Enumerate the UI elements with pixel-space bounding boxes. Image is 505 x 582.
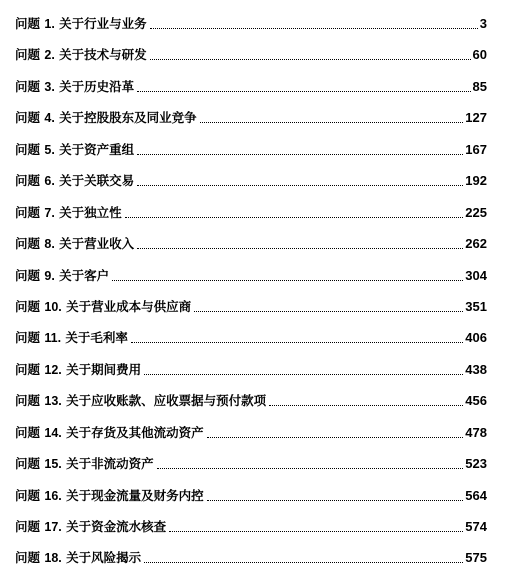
toc-entry-page-number: 262	[465, 236, 487, 252]
toc-entry-title: 关于资金流水核查	[66, 519, 167, 534]
toc-entry-label[interactable]	[15, 393, 266, 409]
toc-entry-prefix: 问题	[15, 141, 41, 157]
toc-entry-number: 9.	[44, 268, 55, 283]
toc-entry-page-number: 438	[465, 361, 487, 377]
toc-entry-prefix: 问题	[15, 519, 41, 534]
toc-entry-title: 关于行业与业务	[59, 16, 147, 31]
toc-entry[interactable]	[15, 252, 487, 283]
toc-entry-title: 关于客户	[59, 267, 110, 283]
toc-entry-number: 16.	[44, 488, 62, 503]
dot-leader	[194, 311, 463, 312]
toc-entry-label[interactable]	[15, 362, 141, 378]
toc-entry-prefix: 问题	[15, 78, 41, 94]
toc-entry-label[interactable]	[15, 142, 134, 158]
toc-entry-number: 11.	[44, 331, 62, 346]
toc-entry-number: 1.	[44, 17, 55, 31]
toc-entry-label[interactable]	[15, 79, 134, 95]
toc-entry-number: 18.	[44, 551, 62, 566]
toc-entry[interactable]	[15, 315, 487, 346]
toc-entry-page-number: 192	[465, 173, 487, 189]
dot-leader	[207, 437, 464, 438]
toc-entry-prefix: 问题	[15, 550, 41, 566]
toc-entry-number: 14.	[44, 425, 62, 440]
toc-entry-label[interactable]	[15, 236, 134, 252]
toc-entry[interactable]	[15, 409, 487, 440]
toc-entry-page-number: 167	[465, 141, 487, 157]
toc-entry-prefix: 问题	[15, 330, 41, 346]
toc-entry-page-number: 3	[479, 16, 487, 31]
toc-entry-label[interactable]	[15, 268, 109, 284]
toc-entry[interactable]	[15, 189, 487, 220]
dot-leader	[150, 59, 471, 60]
toc-entry-title: 关于期间费用	[66, 361, 142, 377]
toc-entry-label[interactable]	[15, 299, 191, 315]
toc-entry[interactable]	[15, 158, 487, 189]
toc-entry[interactable]	[15, 63, 487, 94]
dot-leader	[137, 154, 463, 155]
toc-entry-prefix: 问题	[15, 424, 41, 440]
toc-entry-number: 2.	[44, 48, 55, 63]
dot-leader	[169, 531, 463, 532]
toc-entry-page-number: 564	[465, 487, 487, 503]
toc-entry-title: 关于毛利率	[65, 330, 128, 346]
toc-entry-prefix: 问题	[15, 173, 41, 189]
toc-entry-title: 关于历史沿革	[59, 78, 135, 94]
toc-entry-title: 关于控股股东及同业竞争	[59, 110, 197, 126]
toc-entry-label[interactable]	[15, 16, 147, 32]
toc-entry-page-number: 85	[472, 78, 487, 94]
toc-entry[interactable]	[15, 12, 487, 32]
dot-leader	[144, 562, 463, 563]
toc-entry-prefix: 问题	[15, 47, 41, 63]
toc-entry[interactable]	[15, 504, 487, 535]
toc-entry-number: 3.	[44, 79, 55, 94]
toc-entry-label[interactable]	[15, 47, 147, 63]
dot-leader	[150, 28, 478, 29]
toc-entry-title: 关于营业成本与供应商	[66, 298, 192, 314]
toc-entry-prefix: 问题	[15, 236, 41, 252]
toc-entry-prefix: 问题	[15, 361, 41, 377]
toc-entry-title: 关于风险揭示	[66, 550, 142, 566]
toc-entry-number: 6.	[44, 174, 55, 189]
toc-entry-prefix: 问题	[15, 298, 41, 314]
toc-entry-number: 7.	[44, 205, 55, 220]
toc-entry[interactable]	[15, 284, 487, 315]
dot-leader	[207, 500, 464, 501]
toc-entry-page-number: 574	[465, 519, 487, 534]
toc-entry[interactable]	[15, 346, 487, 377]
toc-entry-label[interactable]	[15, 488, 204, 504]
toc-entry-label[interactable]	[15, 425, 204, 441]
toc-entry-title: 关于存货及其他流动资产	[66, 424, 204, 440]
dot-leader	[137, 185, 463, 186]
toc-entry-prefix: 问题	[15, 487, 41, 503]
toc-entry-number: 8.	[44, 237, 55, 252]
toc-entry-title: 关于技术与研发	[59, 47, 147, 63]
toc-entry-number: 17.	[44, 520, 62, 534]
toc-entry-title: 关于非流动资产	[66, 456, 154, 472]
toc-entry[interactable]	[15, 378, 487, 409]
toc-entry-prefix: 问题	[15, 16, 41, 31]
toc-entry-label[interactable]	[15, 110, 197, 126]
toc-entry-page-number: 304	[465, 267, 487, 283]
toc-entry-title: 关于现金流量及财务内控	[66, 487, 204, 503]
toc-entry-title: 关于独立性	[59, 204, 122, 220]
toc-entry-title: 关于应收账款、应收票据与预付款项	[66, 393, 267, 409]
toc-entry[interactable]	[15, 535, 487, 566]
toc-entry-page-number: 225	[465, 204, 487, 220]
dot-leader	[137, 91, 470, 92]
dot-leader	[269, 405, 463, 406]
toc-entry-number: 15.	[44, 457, 62, 472]
dot-leader	[144, 374, 463, 375]
dot-leader	[112, 280, 463, 281]
toc-entry-label[interactable]	[15, 519, 166, 535]
toc-entry-number: 13.	[44, 394, 62, 409]
toc-entry-label[interactable]	[15, 456, 154, 472]
toc-entry-page-number: 127	[465, 110, 487, 126]
dot-leader	[125, 217, 464, 218]
toc-entry-prefix: 问题	[15, 110, 41, 126]
toc-entry-prefix: 问题	[15, 267, 41, 283]
dot-leader	[137, 248, 463, 249]
toc-entry-label[interactable]	[15, 330, 128, 346]
toc-entry-label[interactable]	[15, 550, 141, 566]
toc-entry-page-number: 406	[465, 330, 487, 346]
dot-leader	[157, 468, 464, 469]
toc-entry-title: 关于营业收入	[59, 236, 135, 252]
toc-entry-label[interactable]	[15, 205, 122, 221]
toc-entry-number: 10.	[44, 299, 62, 314]
toc-entry[interactable]	[15, 95, 487, 126]
dot-leader	[200, 122, 464, 123]
toc-entry-prefix: 问题	[15, 204, 41, 220]
toc-entry-number: 5.	[44, 142, 55, 157]
toc-entry-page-number: 60	[472, 47, 487, 63]
toc-entry[interactable]	[15, 472, 487, 503]
toc-entry[interactable]	[15, 126, 487, 157]
toc-entry-page-number: 575	[465, 550, 487, 566]
toc-entry-label[interactable]	[15, 173, 134, 189]
toc-entry-prefix: 问题	[15, 456, 41, 472]
toc-entry-page-number: 456	[465, 393, 487, 409]
dot-leader	[131, 342, 463, 343]
toc-entry-number: 12.	[44, 362, 62, 377]
toc-entry-title: 关于关联交易	[59, 173, 135, 189]
toc-entry[interactable]	[15, 221, 487, 252]
toc-entry-page-number: 523	[465, 456, 487, 472]
table-of-contents	[15, 12, 487, 566]
toc-entry-title: 关于资产重组	[59, 141, 135, 157]
toc-entry-number: 4.	[44, 111, 55, 126]
toc-entry[interactable]	[15, 32, 487, 63]
toc-entry-page-number: 351	[465, 298, 487, 314]
toc-entry[interactable]	[15, 441, 487, 472]
toc-entry-page-number: 478	[465, 424, 487, 440]
toc-entry-prefix: 问题	[15, 393, 41, 409]
